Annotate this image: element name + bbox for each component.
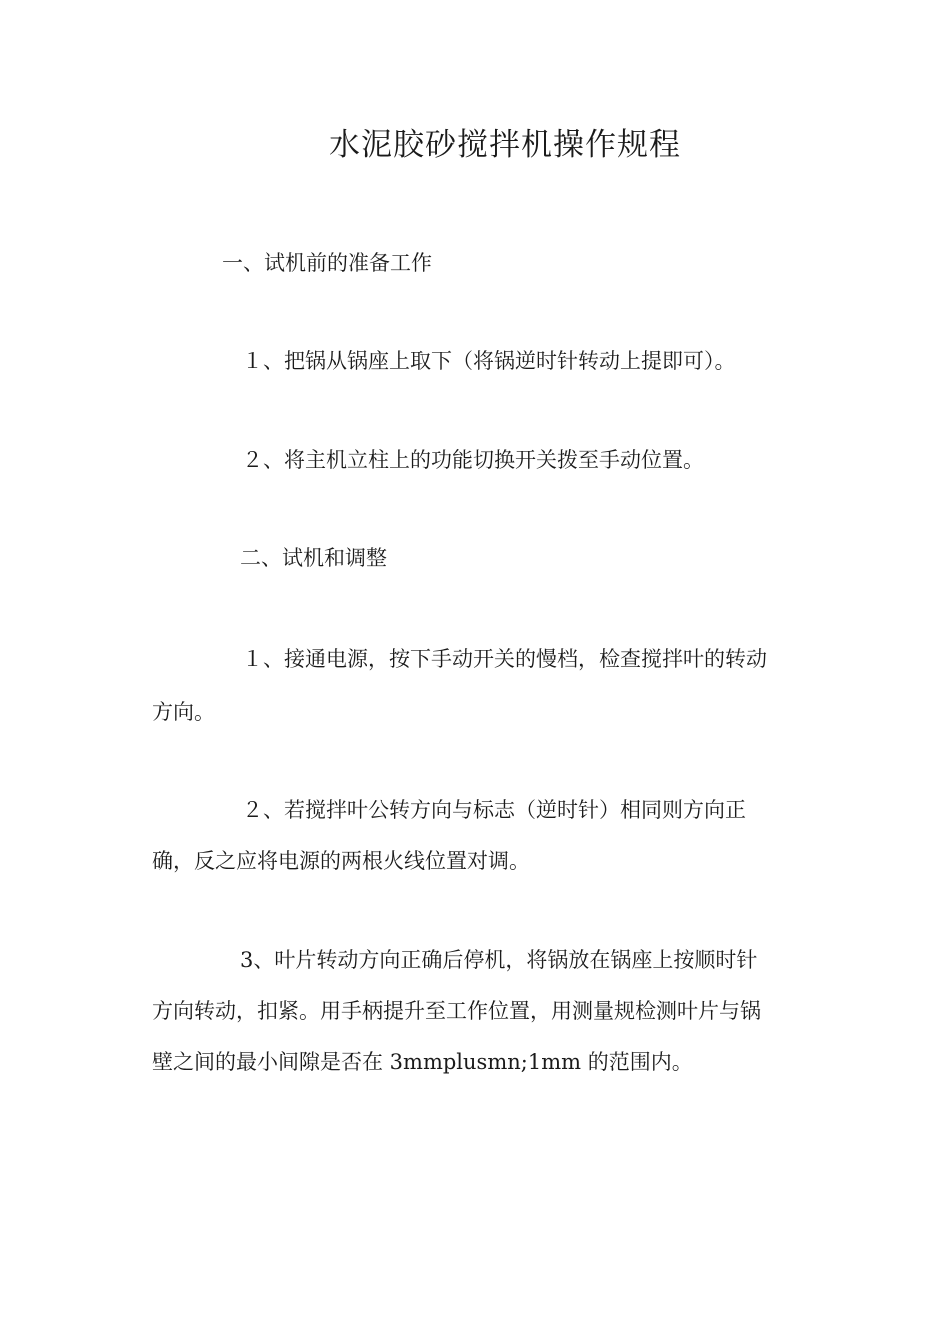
step-power-on: １、接通电源，按下手动开关的慢档，检查搅拌叶的转动 [242,647,767,671]
step-clearance-check: 3、叶片转动方向正确后停机，将锅放在锅座上按顺时针 [240,948,758,972]
step-clearance-check-continued-2: 壁之间的最小间隙是否在 3mmplusmn;1mm 的范围内。 [152,1050,693,1074]
document-title: 水泥胶砂搅拌机操作规程 [329,127,681,163]
step-power-on-continued: 方向。 [152,700,215,724]
step-check-direction: ２、若搅拌叶公转方向与标志（逆时针）相同则方向正 [242,798,746,822]
step-switch-manual: ２、将主机立柱上的功能切换开关拨至手动位置。 [242,448,704,472]
section-heading-trial-adjust: 二、试机和调整 [240,546,387,570]
section-heading-preparation: 一、试机前的准备工作 [222,251,432,275]
step-remove-bowl: １、把锅从锅座上取下（将锅逆时针转动上提即可）。 [242,349,736,373]
step-clearance-check-continued-1: 方向转动，扣紧。用手柄提升至工作位置，用测量规检测叶片与锅 [152,999,761,1023]
step-check-direction-continued: 确，反之应将电源的两根火线位置对调。 [152,849,530,873]
